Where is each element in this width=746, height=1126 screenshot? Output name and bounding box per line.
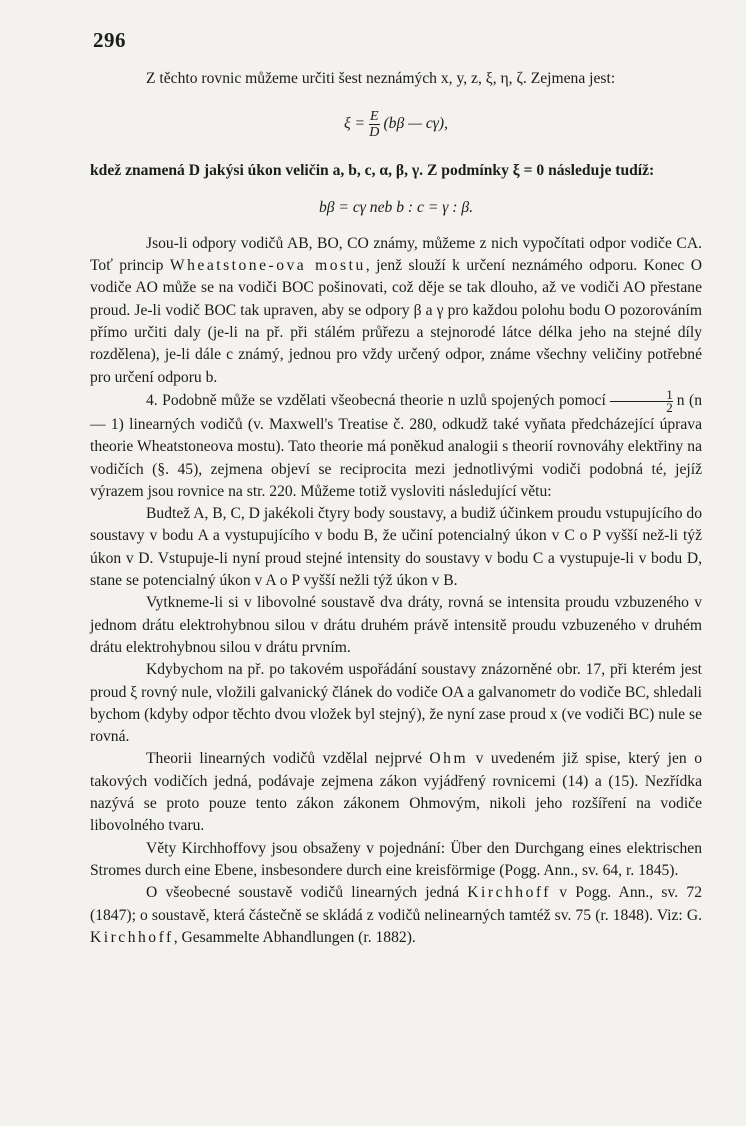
paragraph-4-b: n (n — 1) linearných vodičů (v. Maxwell's Treatise č. 280, odkudž také vyňata předcházející úprava theorie Wheatstoneova mostu). Tato theorie má poněkud analogii s theorií rovnováhy elektřiny na vodičích (§. 45), zejmena objeví se reciprocita mezi jednotlivými vodiči podobná té, jejíž výrazem jsou rovnice na str. 220. Můžeme totiž vysloviti následující větu: xyxy=(90,392,702,500)
paragraph-10-b: v Pogg. Ann., sv. 72 (1847); o soustavě, která částečně se skládá z vodičů nelinearných tamtéž sv. 75 (r. 1848). Viz: G. xyxy=(90,884,702,924)
equation-1-rhs: (bβ — cγ), xyxy=(383,115,449,133)
paragraph-3-name: Wheatstone-ova mostu xyxy=(169,257,366,275)
paragraph-1: Z těchto rovnic můžeme určiti šest neznámých x, y, z, ξ, η, ζ. Zejmena jest: xyxy=(146,70,616,87)
half-fraction-denominator: 2 xyxy=(666,399,673,415)
equation-1-fraction xyxy=(369,109,380,140)
paragraph-10-a: O všeobecné soustavě vodičů linearných jedná xyxy=(146,884,468,902)
equation-1 xyxy=(90,108,702,140)
equation-1-numerator: E xyxy=(369,109,379,125)
page-number: 296 xyxy=(93,28,126,52)
half-fraction-numerator: 1 xyxy=(610,389,673,402)
paragraph-8-a: Theorii linearných vodičů vzdělal nejprvé xyxy=(146,750,430,768)
text-body xyxy=(90,68,702,949)
equation-1-lhs: ξ = xyxy=(343,115,366,133)
paragraph-7: Kdybychom na př. po takovém uspořádání soustavy znázorněné obr. 17, při kterém jest proud ξ rovný nule, vložili galvanický článek do vodiče OA a galvanometr do vodiče BC, shledali bychom (kdyby odpor těchto dvou vložek byl stejný), že nyní zase proud x (ve vodiči BC) nule se rovná. xyxy=(90,661,702,746)
paragraph-10-name: Kirchhoff xyxy=(467,884,551,902)
paragraph-3-b: , jenž slouží k určení neznámého odporu. Konec O vodiče AO může se na vodiči BOC pošinovati, což děje se tak dlouho, až ve vodiči AO přestane proud. Je-li vodič BOC tak upraven, aby se odpory β a γ pro každou polohu bodu O pozorováním přímo určiti daly (je-li na př. při stálém průřezu a stejnorodé látce délka jeho na stejné díly rozdělena), je-li dále c známý, jednou pro vždy určený odpor, známe všechny veličiny potřebné pro určení odporu b. xyxy=(90,257,702,386)
paragraph-8 xyxy=(90,748,702,837)
paragraph-10 xyxy=(90,882,702,949)
paragraph-4 xyxy=(90,386,702,503)
paragraph-6: Vytkneme-li si v libovolné soustavě dva dráty, rovná se intensita proudu vzbuzeného v jednom drátu elektrohybnou silou v drátu druhém právě intensitě proudu vzbuzeného v druhém drátu elektrohybnou silou v drátu prvním. xyxy=(90,594,702,656)
paragraph-5: Budtež A, B, C, D jakékoli čtyry body soustavy, a budiž účinkem proudu vstupujícího do soustavy v bodu A a vystupujícího v bodu B, že učiní potencialný úkon v C o P vyšší než-li týž úkon v D. Vstupuje-li nyní proud stejné intensity do soustavy v bodu C a vystupuje-li v bodu D, stane se potencialný úkon v A o P vyšší nežli týž úkon v B. xyxy=(90,505,702,590)
paragraph-4-a: 4. Podobně může se vzdělati všeobecná theorie n uzlů spojených pomocí xyxy=(146,392,606,410)
paragraph-8-name: Ohm xyxy=(429,750,469,768)
equation-1-denominator: D xyxy=(369,125,380,141)
paragraph-2: kdež znamená D jakýsi úkon veličin a, b, c, α, β, γ. Z podmínky ξ = 0 následuje tudíž: xyxy=(90,162,655,180)
paragraph-10-c: , Gesammelte Abhandlungen (r. 1882). xyxy=(173,928,416,946)
half-fraction xyxy=(610,386,673,415)
paragraph-9: Věty Kirchhoffovy jsou obsaženy v pojednání: Über den Durchgang eines elektrischen Stromes durch eine Ebene, insbesondere durch eine kreisförmige (Pogg. Ann., sv. 64, r. 1845). xyxy=(90,839,702,879)
equation-2: bβ = cγ neb b : c = γ : β. xyxy=(318,198,474,216)
paragraph-10-name-2: Kirchhoff xyxy=(90,928,174,946)
paragraph-3 xyxy=(90,233,702,389)
paragraph-3-a: Jsou-li odpory vodičů AB, BO, CO známy, můžeme z nich vypočítati odpor vodiče CA. Toť princip xyxy=(90,234,702,275)
paragraph-8-b: v uvedeném již spise, který jen o takových vodičích jedná, podávaje zejmena zákon vyjádřený rovnicemi (14) a (15). Nezřídka nazývá se proto pouze tento zákon zákonem Ohmovým, nikoli jeho rozšíření na vodiče libovolného tvaru. xyxy=(90,750,702,835)
